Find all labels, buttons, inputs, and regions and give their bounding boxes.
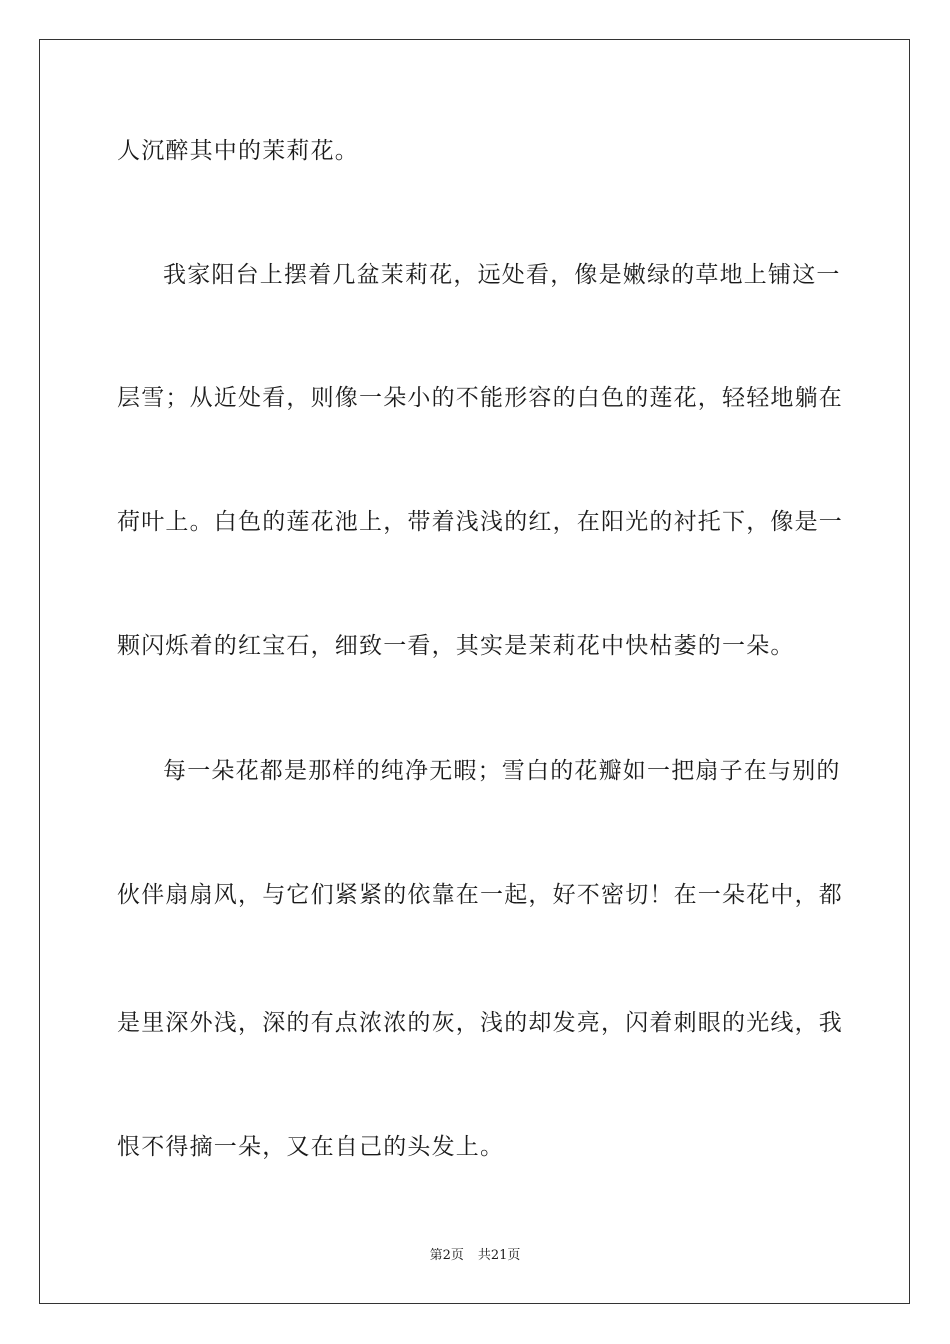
paragraph-line-5: 颗闪烁着的红宝石，细致一看，其实是茉莉花中快枯萎的一朵。 — [117, 633, 795, 659]
paragraph-line-4: 荷叶上。白色的莲花池上，带着浅浅的红，在阳光的衬托下，像是一 — [117, 509, 843, 535]
paragraph-line-3: 层雪；从近处看，则像一朵小的不能形容的白色的莲花，轻轻地躺在 — [117, 385, 843, 411]
page-number: 第2页 — [429, 1248, 464, 1263]
paragraph-line-7: 伙伴扇扇风，与它们紧紧的依靠在一起，好不密切！在一朵花中，都 — [117, 882, 843, 908]
page-total: 共21页 — [477, 1248, 521, 1263]
paragraph-line-8: 是里深外浅，深的有点浓浓的灰，浅的却发亮，闪着刺眼的光线，我 — [117, 1010, 843, 1036]
page-border — [39, 39, 910, 1304]
paragraph-line-6: 每一朵花都是那样的纯净无暇；雪白的花瓣如一把扇子在与别的 — [163, 758, 841, 784]
page-footer — [0, 1246, 950, 1266]
paragraph-line-9: 恨不得摘一朵，又在自己的头发上。 — [117, 1134, 505, 1160]
paragraph-line-2: 我家阳台上摆着几盆茉莉花，远处看，像是嫩绿的草地上铺这一 — [163, 262, 841, 288]
paragraph-line-1: 人沉醉其中的茉莉花。 — [117, 138, 359, 164]
